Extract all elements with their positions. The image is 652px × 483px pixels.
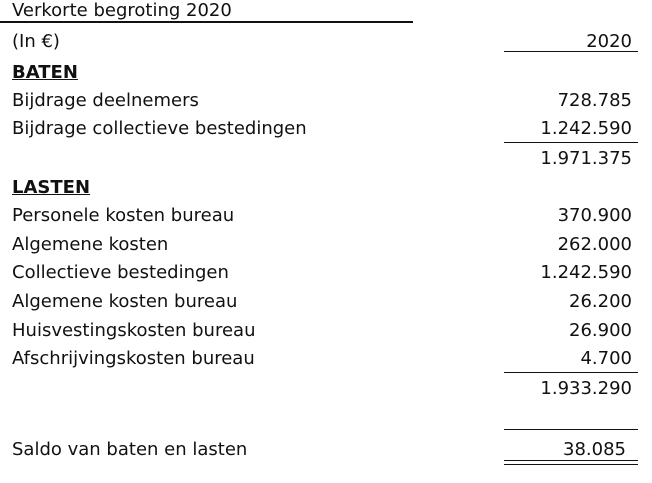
baten-total: 1.971.375: [540, 148, 632, 169]
saldo-double-rule-2: [504, 464, 638, 465]
baten-row-value: 1.242.590: [540, 118, 632, 139]
baten-row-label: Bijdrage deelnemers: [12, 90, 199, 111]
saldo-value: 38.085: [563, 439, 626, 460]
lasten-row-label: Collectieve bestedingen: [12, 262, 229, 283]
year-header: 2020: [586, 31, 632, 52]
lasten-row-label: Personele kosten bureau: [12, 205, 235, 226]
lasten-row-value: 370.900: [557, 205, 632, 226]
lasten-row-value: 26.200: [569, 291, 632, 312]
baten-subtotal-rule: [504, 142, 638, 143]
lasten-row-value: 1.242.590: [540, 262, 632, 283]
saldo-double-rule-1: [504, 460, 638, 461]
lasten-subtotal-rule: [504, 372, 638, 373]
lasten-row-value: 26.900: [569, 320, 632, 341]
page-title: Verkorte begroting 2020: [12, 0, 232, 21]
baten-row-label: Bijdrage collectieve bestedingen: [12, 118, 307, 139]
lasten-row-value: 4.700: [580, 348, 632, 369]
saldo-label: Saldo van baten en lasten: [12, 439, 248, 460]
unit-label: (In €): [12, 31, 60, 52]
lasten-total: 1.933.290: [540, 378, 632, 399]
lasten-row-value: 262.000: [557, 234, 632, 255]
lasten-row-label: Algemene kosten bureau: [12, 291, 238, 312]
lasten-row-label: Afschrijvingskosten bureau: [12, 348, 255, 369]
title-underline: [0, 21, 413, 23]
saldo-top-rule: [504, 429, 638, 430]
baten-row-value: 728.785: [557, 90, 632, 111]
lasten-row-label: Huisvestingskosten bureau: [12, 320, 256, 341]
lasten-heading: LASTEN: [12, 177, 91, 198]
baten-heading: BATEN: [12, 62, 78, 83]
lasten-row-label: Algemene kosten: [12, 234, 169, 255]
